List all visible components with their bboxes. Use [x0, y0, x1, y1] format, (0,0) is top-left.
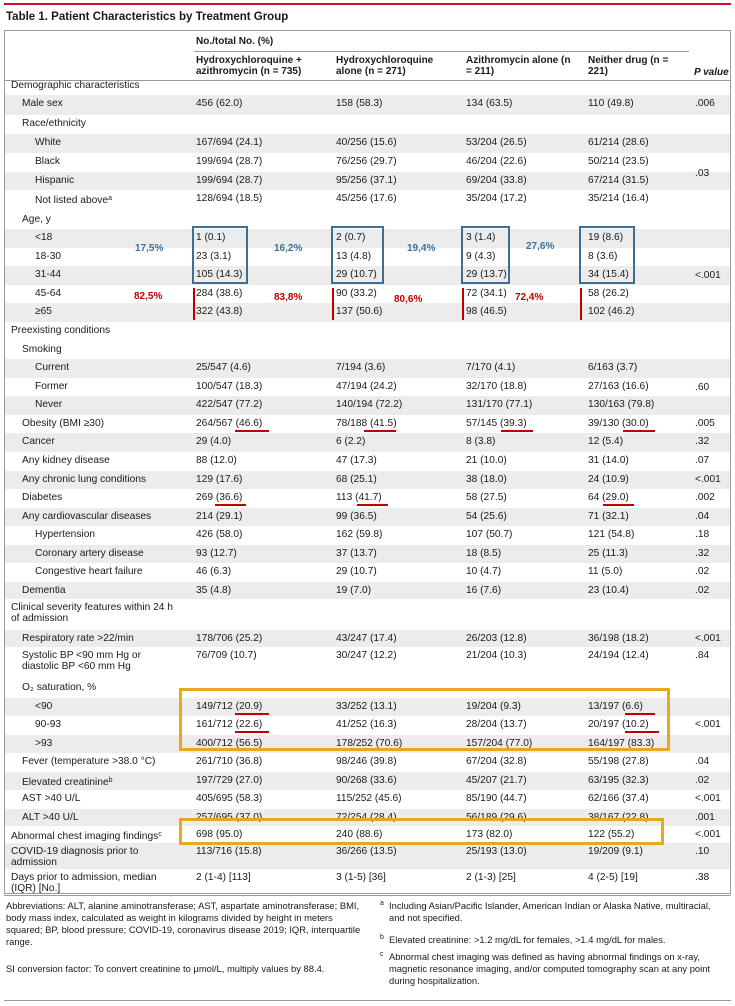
table-cell: 76/256 (29.7) [336, 156, 397, 167]
table-cell: 45/207 (21.7) [466, 775, 527, 786]
old-pct-hcq: 83,8% [274, 292, 303, 303]
old-age-bar-azm [462, 288, 464, 320]
row-label-text: Age, y [22, 214, 51, 225]
table-cell: 2 (0.7) [336, 232, 366, 243]
table-cell: 35/204 (17.2) [466, 193, 527, 204]
table-cell: 68 (25.1) [336, 474, 377, 485]
header-group-label: No./total No. (%) [196, 36, 274, 47]
table-cell: 69/204 (33.8) [466, 175, 527, 186]
table-cell: 121 (54.8) [588, 529, 635, 540]
row-label-text: Any cardiovascular diseases [22, 511, 152, 522]
header-p-value: P value [694, 67, 729, 78]
p-value-cell: <.001 [695, 829, 721, 840]
table-cell: 56/189 (29.6) [466, 812, 527, 823]
row-label-text: White [35, 137, 62, 148]
row-label-text: Obesity (BMI ≥30) [22, 418, 105, 429]
row-label-text: 31-44 [35, 269, 62, 280]
row-label [11, 829, 186, 842]
p-value-cell: .18 [695, 529, 710, 540]
row-label [22, 214, 197, 225]
young-pct-hcq: 16,2% [274, 243, 303, 254]
header-col-hcq-azm: Hydroxychloroquine + azithromycin (n = 735) [196, 55, 302, 77]
chest-imaging-highlight-box [179, 818, 664, 845]
o2-saturation-highlight-box [179, 688, 670, 751]
table-cell: 72/254 (28.4) [336, 812, 397, 823]
table-cell: 257/695 (37.0) [196, 812, 263, 823]
table-cell: 129 (17.6) [196, 474, 243, 485]
old-age-bar-hcq [332, 288, 334, 320]
underline-diabetes-neither [603, 504, 634, 506]
footnote-marker: c [158, 831, 162, 838]
row-label [35, 566, 210, 577]
footnote-c [380, 951, 725, 987]
row-label-text: >93 [35, 738, 53, 749]
table-cell: 284 (38.6) [196, 288, 243, 299]
table-cell: 95/256 (37.1) [336, 175, 397, 186]
table-cell: 47 (17.3) [336, 455, 377, 466]
table-cell: 100/547 (18.3) [196, 381, 263, 392]
row-label-text: O₂ saturation, % [22, 682, 97, 693]
table-cell: 115/252 (45.6) [336, 793, 402, 804]
row-label-text: Male sex [22, 98, 63, 109]
table-cell: 46 (6.3) [196, 566, 232, 577]
row-label-text: <90 [35, 701, 53, 712]
table-cell: 105 (14.3) [196, 269, 243, 280]
old-pct-hcq-azm: 82,5% [134, 291, 163, 302]
table-cell: 131/170 (77.1) [466, 399, 533, 410]
row-label-text: Black [35, 156, 60, 167]
table-cell: 102 (46.2) [588, 306, 635, 317]
row-label-text: Cancer [22, 436, 55, 447]
table-cell: 158 (58.3) [336, 98, 383, 109]
table-cell: 58 (27.5) [466, 492, 507, 503]
table-cell: 161/712 (22.6) [196, 719, 263, 730]
table-cell: 30/247 (12.2) [336, 650, 397, 661]
table-cell: 113/716 (15.8) [196, 846, 262, 857]
table-title: Table 1. Patient Characteristics by Treatment Group [6, 11, 289, 23]
row-label-text: 45-64 [35, 288, 62, 299]
table-cell: 11 (5.0) [588, 566, 623, 577]
table-cell: 157/204 (77.0) [466, 738, 533, 749]
table-cell: 8 (3.8) [466, 436, 496, 447]
row-label-text: 90-93 [35, 719, 62, 730]
table-cell: 13 (4.8) [336, 251, 372, 262]
row-label [11, 846, 176, 868]
row-label [35, 232, 210, 243]
table-cell: 29 (13.7) [466, 269, 507, 280]
row-label-text: Any kidney disease [22, 455, 110, 466]
table-cell: 137 (50.6) [336, 306, 383, 317]
underline-obesity-hcq [364, 430, 396, 432]
table-cell: 41/252 (16.3) [336, 719, 397, 730]
table-cell: 53/204 (26.5) [466, 137, 527, 148]
row-label-text: Fever (temperature >38.0 °C) [22, 756, 156, 767]
row-label [22, 793, 197, 804]
row-label-text: Respiratory rate >22/min [22, 633, 134, 644]
table-cell: 162 (59.8) [336, 529, 383, 540]
row-label-text: Current [35, 362, 69, 373]
row-label [22, 344, 197, 355]
table-cell: 57/145 (39.3) [466, 418, 527, 429]
header-group-rule [194, 51, 689, 52]
old-pct-neither: 72,4% [515, 292, 544, 303]
table-cell: 322 (43.8) [196, 306, 243, 317]
table-cell: 264/567 (46.6) [196, 418, 263, 429]
table-cell: 85/190 (44.7) [466, 793, 527, 804]
table-cell: 698 (95.0) [196, 829, 243, 840]
table-cell: 8 (3.6) [588, 251, 618, 262]
table-cell: 63/195 (32.3) [588, 775, 649, 786]
row-label-text: Smoking [22, 344, 62, 355]
young-pct-azm: 19,4% [407, 243, 436, 254]
table-cell: 67/204 (32.8) [466, 756, 527, 767]
table-cell: 199/694 (28.7) [196, 175, 263, 186]
p-value-cell: .32 [695, 548, 710, 559]
footnote-c-mark: c [380, 951, 384, 958]
row-label-text: Elevated creatinine [22, 777, 109, 788]
table-cell: 134 (63.5) [466, 98, 513, 109]
footnote-rule [4, 895, 731, 896]
row-label [22, 812, 197, 823]
row-label [22, 474, 197, 485]
table-cell: 269 (36.6) [196, 492, 243, 503]
row-label-text: Any chronic lung conditions [22, 474, 147, 485]
header-col-neither: Neither drug (n = 221) [588, 55, 669, 77]
p-value-cell: .005 [695, 418, 715, 429]
table-cell: 3 (1.4) [466, 232, 496, 243]
table-cell: 29 (4.0) [196, 436, 232, 447]
p-value-cell: <.001 [695, 633, 721, 644]
table-cell: 28/204 (13.7) [466, 719, 527, 730]
table-cell: 98/246 (39.8) [336, 756, 397, 767]
row-label [22, 455, 197, 466]
row-label [22, 118, 197, 129]
row-label-text: Congestive heart failure [35, 566, 143, 577]
footnote-si-conversion: SI conversion factor: To convert creatinine to μmol/L, multiply values by 88.4. [6, 963, 325, 974]
underline-diabetes-hcq [357, 504, 388, 506]
header-col-azm: Azithromycin alone (n = 211) [466, 55, 571, 77]
table-cell: 173 (82.0) [466, 829, 513, 840]
p-value-cell: .32 [695, 436, 710, 447]
row-label [35, 381, 210, 392]
table-cell: 422/547 (77.2) [196, 399, 263, 410]
table-cell: 2 (1-3) [25] [466, 872, 516, 883]
table-cell: 107 (50.7) [466, 529, 513, 540]
table-cell: 38/167 (22.8) [588, 812, 649, 823]
table-cell: 36/198 (18.2) [588, 633, 649, 644]
table-cell: 40/256 (15.6) [336, 137, 397, 148]
row-label-text: Days prior to admission, median (IQR) [No.] [11, 872, 157, 894]
row-label [11, 80, 186, 91]
row-label [35, 362, 210, 373]
table-cell: 7/170 (4.1) [466, 362, 516, 373]
row-label [35, 306, 210, 317]
table-cell: 214 (29.1) [196, 511, 243, 522]
table-cell: 67/214 (31.5) [588, 175, 649, 186]
table-cell: 197/729 (27.0) [196, 775, 263, 786]
p-value-cell: .04 [695, 756, 710, 767]
p-value-cell: .10 [695, 846, 710, 857]
footnote-c-text: Abnormal chest imaging was defined as having abnormal findings on x-ray, magnetic resonance imaging, and/or computed tomography scan at any point during hospitalization. [389, 951, 711, 986]
table-cell: 88 (12.0) [196, 455, 237, 466]
row-label-text: Systolic BP <90 mm Hg or diastolic BP <60 mm Hg [22, 650, 141, 672]
table-cell: 98 (46.5) [466, 306, 507, 317]
table-cell: 25/193 (13.0) [466, 846, 527, 857]
young-age-box-azm [461, 226, 510, 284]
table-cell: 37 (13.7) [336, 548, 377, 559]
row-label [35, 399, 210, 410]
p-value-cell: .006 [695, 98, 715, 109]
p-value-o2: <.001 [695, 719, 721, 730]
footnote-b [380, 934, 725, 946]
row-label-text: 18-30 [35, 251, 62, 262]
footnote-marker: b [108, 777, 113, 784]
table-cell: 16 (7.6) [466, 585, 502, 596]
table-cell: 130/163 (79.8) [588, 399, 655, 410]
table-cell: 19 (8.6) [588, 232, 624, 243]
table-cell: 76/709 (10.7) [196, 650, 257, 661]
p-value-cell: .001 [695, 812, 715, 823]
old-pct-azm: 80,6% [394, 294, 423, 305]
table-cell: 9 (4.3) [466, 251, 496, 262]
table-cell: 29 (10.7) [336, 566, 377, 577]
row-label-text: Demographic characteristics [11, 80, 140, 91]
row-label-text: <18 [35, 232, 53, 243]
row-label-text: Not listed above [35, 195, 109, 206]
table-cell: 19/204 (9.3) [466, 701, 521, 712]
table-cell: 23 (10.4) [588, 585, 629, 596]
row-label-text: ≥65 [35, 306, 52, 317]
table-cell: 178/252 (70.6) [336, 738, 403, 749]
row-label [11, 872, 176, 894]
table-cell: 32/170 (18.8) [466, 381, 527, 392]
table-cell: 25/547 (4.6) [196, 362, 251, 373]
table-cell: 10 (4.7) [466, 566, 502, 577]
row-label-text: Former [35, 381, 68, 392]
row-label-text: Coronary artery disease [35, 548, 144, 559]
row-label [11, 602, 176, 624]
row-label-text: Clinical severity features within 24 h of admission [11, 602, 173, 624]
table-cell: 31 (14.0) [588, 455, 629, 466]
row-label [35, 175, 210, 186]
table-cell: 13/197 (6.6) [588, 701, 643, 712]
table-cell: 71 (32.1) [588, 511, 629, 522]
table-cell: 178/706 (25.2) [196, 633, 263, 644]
row-label [22, 682, 197, 693]
row-label-text: Diabetes [22, 492, 63, 503]
underline-obesity-azm [501, 430, 533, 432]
table-cell: 50/214 (23.5) [588, 156, 649, 167]
row-label [22, 633, 197, 644]
row-label [35, 251, 210, 262]
table-cell: 426 (58.0) [196, 529, 243, 540]
table-cell: 1 (0.1) [196, 232, 226, 243]
table-cell: 23 (3.1) [196, 251, 232, 262]
row-label [35, 269, 210, 280]
table-cell: 46/204 (22.6) [466, 156, 527, 167]
row-label [22, 511, 197, 522]
table-cell: 7/194 (3.6) [336, 362, 386, 373]
table-cell: 90 (33.2) [336, 288, 377, 299]
young-age-box-hcq [331, 226, 384, 284]
table-cell: 45/256 (17.6) [336, 193, 397, 204]
p-value-race: .03 [695, 168, 710, 179]
table-cell: 113 (41.7) [336, 492, 382, 503]
table-cell: 35/214 (16.4) [588, 193, 649, 204]
table-cell: 3 (1-5) [36] [336, 872, 386, 883]
young-age-box-hcq-azm [192, 226, 248, 284]
table-cell: 21 (10.0) [466, 455, 507, 466]
underline-diabetes-hcq-azm [215, 504, 246, 506]
table-cell: 33/252 (13.1) [336, 701, 397, 712]
p-value-cell: .07 [695, 455, 710, 466]
table-cell: 24 (10.9) [588, 474, 629, 485]
p-value-cell: .002 [695, 492, 715, 503]
table-cell: 55/198 (27.8) [588, 756, 649, 767]
row-label-text: Hispanic [35, 175, 75, 186]
row-label [22, 585, 197, 596]
p-value-cell: .38 [695, 872, 710, 883]
row-label-text: Hypertension [35, 529, 96, 540]
row-label [22, 436, 197, 447]
row-label [22, 418, 197, 429]
row-label-text: AST >40 U/L [22, 793, 81, 804]
row-label [22, 492, 197, 503]
table-cell: 39/130 (30.0) [588, 418, 649, 429]
table-cell: 456 (62.0) [196, 98, 243, 109]
footnote-a-mark: a [380, 900, 384, 907]
row-label [35, 193, 210, 206]
table-cell: 36/266 (13.5) [336, 846, 397, 857]
table-cell: 240 (88.6) [336, 829, 383, 840]
row-label-text: Dementia [22, 585, 66, 596]
footnote-marker: a [108, 195, 112, 202]
table-cell: 26/203 (12.8) [466, 633, 527, 644]
table-cell: 25 (11.3) [588, 548, 629, 559]
table-cell: 54 (25.6) [466, 511, 507, 522]
title-accent-rule [4, 3, 731, 5]
table-cell: 128/694 (18.5) [196, 193, 263, 204]
row-label [35, 156, 210, 167]
footnote-b-mark: b [380, 934, 384, 941]
table-cell: 62/166 (37.4) [588, 793, 649, 804]
row-label-text: Preexisting conditions [11, 325, 111, 336]
p-value-cell: .02 [695, 775, 710, 786]
table-cell: 18 (8.5) [466, 548, 502, 559]
underline-obesity-neither [623, 430, 655, 432]
row-label-text: COVID-19 diagnosis prior to admission [11, 846, 139, 868]
footnote-a [380, 900, 725, 924]
table-cell: 35 (4.8) [196, 585, 232, 596]
young-pct-hcq-azm: 17,5% [135, 243, 164, 254]
p-value-cell: .04 [695, 511, 710, 522]
table-cell: 38 (18.0) [466, 474, 507, 485]
row-label-text: Race/ethnicity [22, 118, 86, 129]
row-label [35, 529, 210, 540]
row-label [35, 548, 210, 559]
row-label-text: ALT >40 U/L [22, 812, 79, 823]
p-value-cell: .02 [695, 585, 710, 596]
old-age-bar-hcq-azm [193, 288, 195, 320]
table-cell: 164/197 (83.3) [588, 738, 655, 749]
young-age-box-neither [579, 226, 635, 284]
table-cell: 149/712 (20.9) [196, 701, 263, 712]
header-col-hcq: Hydroxychloroquine alone (n = 271) [336, 55, 434, 77]
table-cell: 167/694 (24.1) [196, 137, 263, 148]
table-cell: 4 (2-5) [19] [588, 872, 638, 883]
footnote-abbreviations: Abbreviations: ALT, alanine aminotransferase; AST, aspartate aminotransferase; BMI, body mass index, calculated as weight in kilograms divided by height in meters squared; BP, blood pressure; COVID-19, coronavirus disease 2019; IQR, interquartile range. [6, 900, 361, 947]
row-label [22, 98, 197, 109]
row-label [22, 756, 197, 767]
row-label [35, 288, 210, 299]
table-cell: 34 (15.4) [588, 269, 629, 280]
table-cell: 6 (2.2) [336, 436, 366, 447]
table-cell: 261/710 (36.8) [196, 756, 263, 767]
p-value-cell: <.001 [695, 793, 721, 804]
p-value-cell: <.001 [695, 474, 721, 485]
p-value-smoking: .60 [695, 382, 710, 393]
p-value-cell: .84 [695, 650, 710, 661]
table-cell: 6/163 (3.7) [588, 362, 638, 373]
table-cell: 110 (49.8) [588, 98, 634, 109]
table-cell: 61/214 (28.6) [588, 137, 649, 148]
row-label [11, 325, 186, 336]
young-pct-neither: 27,6% [526, 241, 555, 252]
table-cell: 78/188 (41.5) [336, 418, 397, 429]
p-value-cell: .02 [695, 566, 710, 577]
table-cell: 2 (1-4) [113] [196, 872, 251, 883]
table-cell: 19/209 (9.1) [588, 846, 643, 857]
row-label [22, 775, 197, 788]
underline-obesity-hcq-azm [235, 430, 269, 432]
table-cell: 27/163 (16.6) [588, 381, 649, 392]
table-cell: 29 (10.7) [336, 269, 377, 280]
table-cell: 64 (29.0) [588, 492, 629, 503]
table-cell: 12 (5.4) [588, 436, 624, 447]
table-cell: 199/694 (28.7) [196, 156, 263, 167]
old-age-bar-neither [580, 288, 582, 320]
bottom-rule [4, 1000, 731, 1001]
table-cell: 122 (55.2) [588, 829, 635, 840]
table-cell: 21/204 (10.3) [466, 650, 527, 661]
row-label-text: Never [35, 399, 63, 410]
table-cell: 43/247 (17.4) [336, 633, 397, 644]
p-value-age: <.001 [695, 270, 721, 281]
table-cell: 99 (36.5) [336, 511, 377, 522]
row-label-text: Abnormal chest imaging findings [11, 831, 159, 842]
table-cell: 19 (7.0) [336, 585, 372, 596]
table-cell: 93 (12.7) [196, 548, 237, 559]
row-label [35, 137, 210, 148]
table-cell: 72 (34.1) [466, 288, 507, 299]
table-cell: 24/194 (12.4) [588, 650, 649, 661]
footnote-b-text: Elevated creatinine: >1.2 mg/dL for females, >1.4 mg/dL for males. [389, 934, 666, 945]
table-cell: 58 (26.2) [588, 288, 629, 299]
table-cell: 47/194 (24.2) [336, 381, 397, 392]
table-cell: 90/268 (33.6) [336, 775, 397, 786]
table-cell: 20/197 (10.2) [588, 719, 649, 730]
row-label [22, 650, 172, 672]
footnote-a-text: Including Asian/Pacific Islander, American Indian or Alaska Native, multiracial, and not specified. [389, 900, 711, 923]
table-cell: 405/695 (58.3) [196, 793, 263, 804]
table-cell: 140/194 (72.2) [336, 399, 403, 410]
table-cell: 400/712 (56.5) [196, 738, 263, 749]
